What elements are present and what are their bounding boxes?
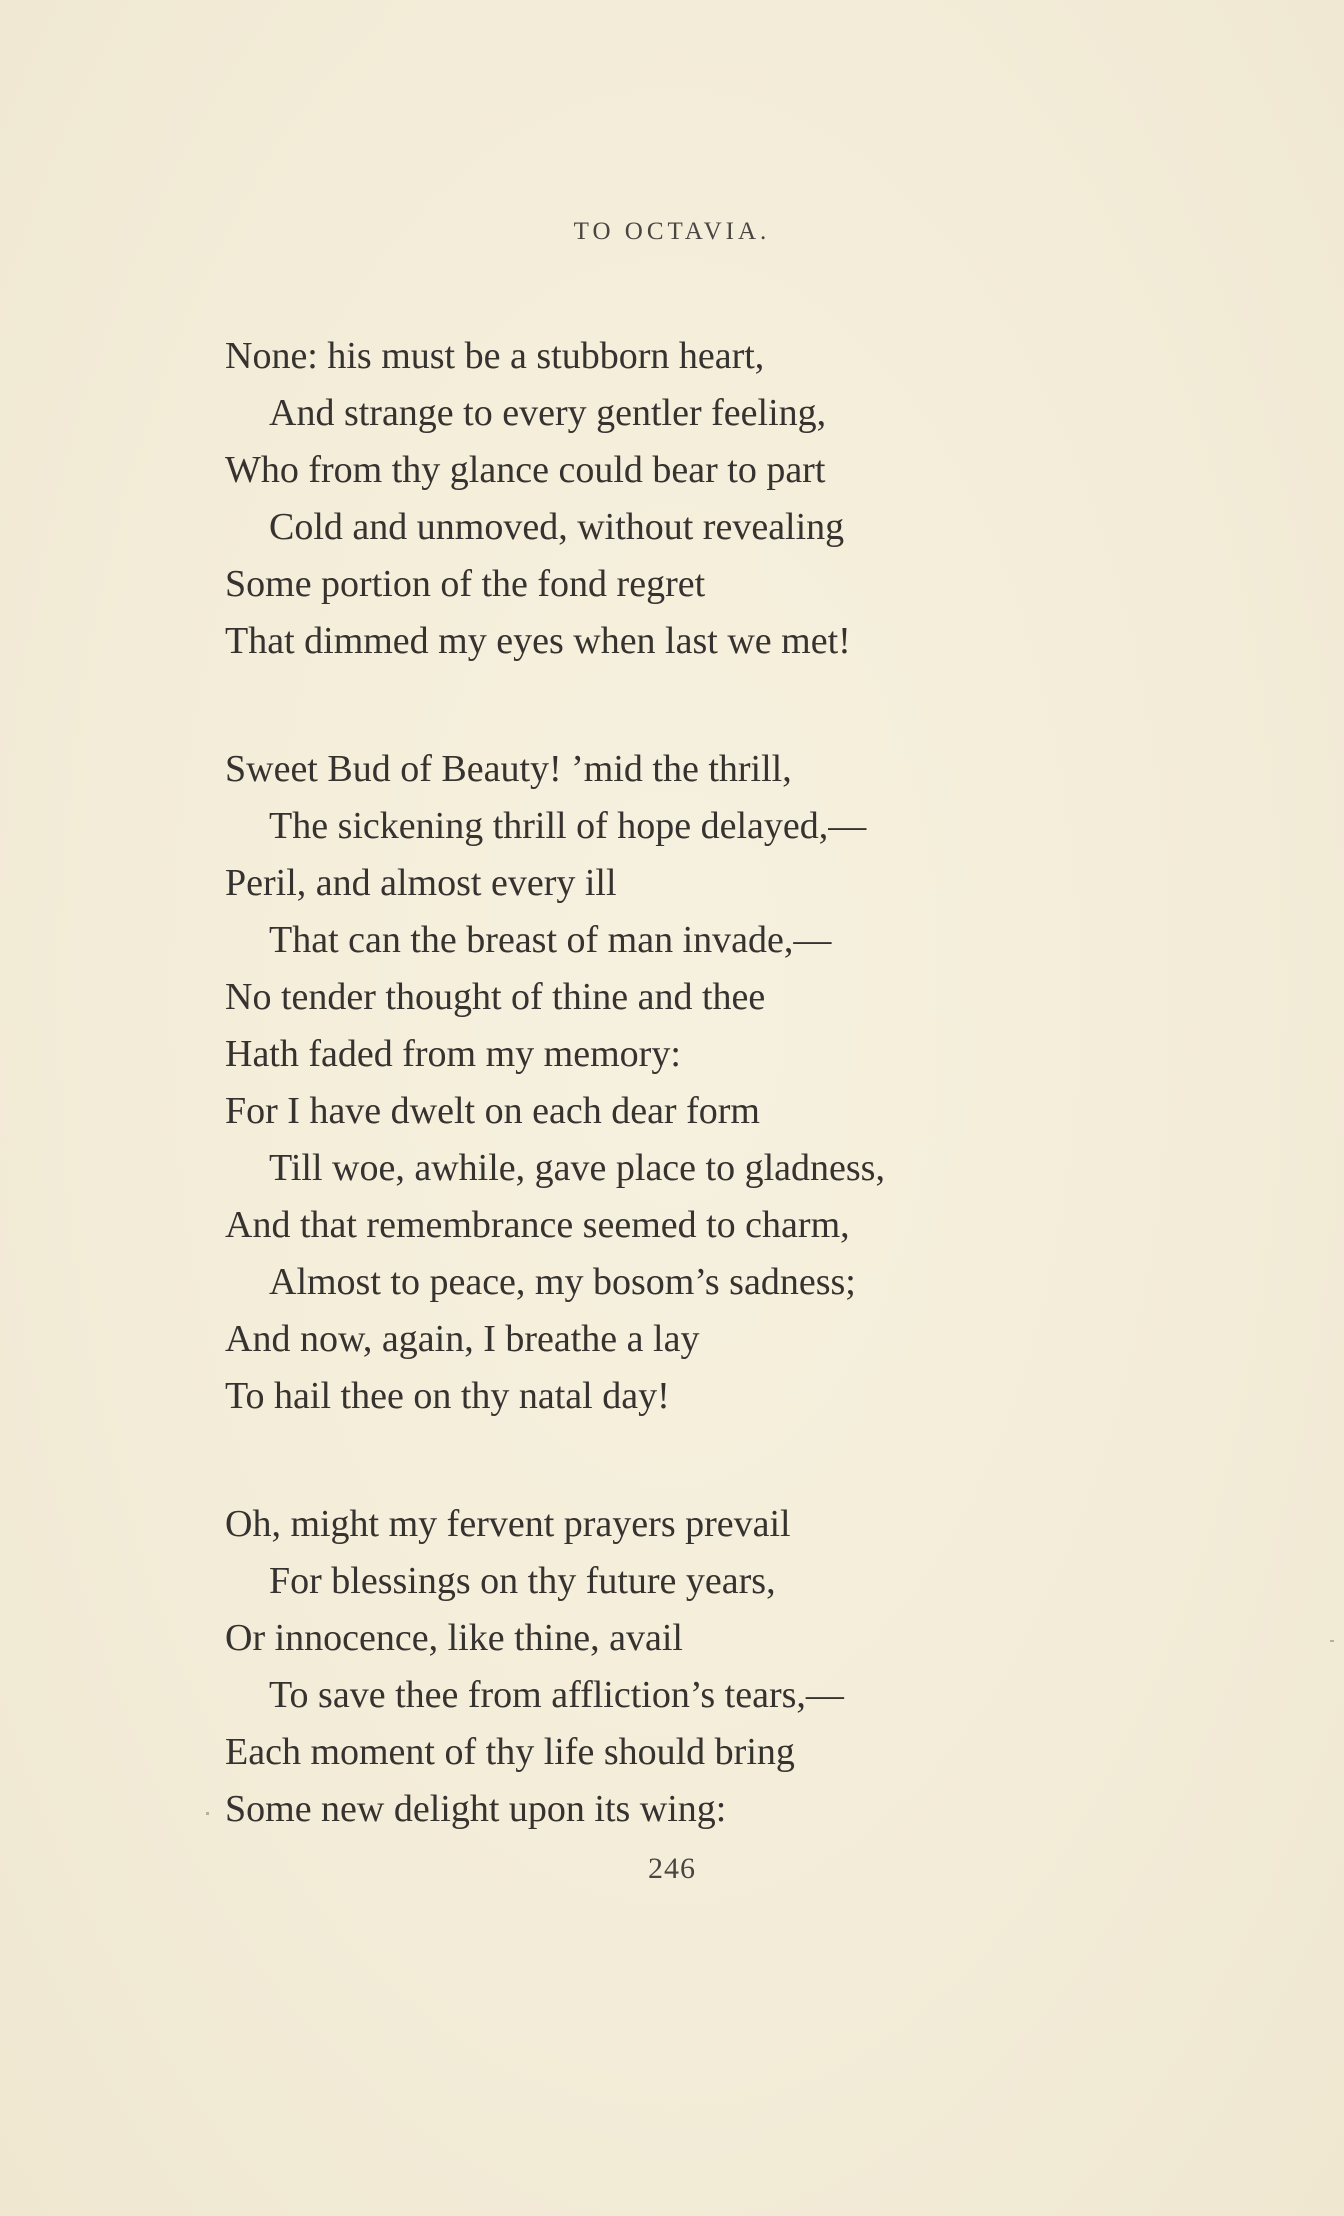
poem-line: That dimmed my eyes when last we met!	[225, 620, 851, 662]
poem-body	[225, 328, 1325, 1838]
poem-line: Till woe, awhile, gave place to gladness,	[269, 1147, 885, 1189]
poem-line: Or innocence, like thine, avail	[225, 1617, 683, 1659]
stanza-3	[225, 1496, 1325, 1838]
poem-line: And now, again, I breathe a lay	[225, 1318, 700, 1360]
running-head: TO OCTAVIA.	[573, 218, 771, 245]
stanza-2	[225, 741, 1325, 1425]
poem-line: And strange to every gentler feeling,	[269, 392, 827, 434]
poem-line: For blessings on thy future years,	[269, 1560, 776, 1602]
poem-line: And that remembrance seemed to charm,	[225, 1204, 850, 1246]
poem-line: Some new delight upon its wing:	[225, 1788, 727, 1830]
page-number: 246	[648, 1852, 696, 1885]
poem-line: Some portion of the fond regret	[225, 563, 706, 605]
poem-line: To hail thee on thy natal day!	[225, 1375, 670, 1417]
poem-line: Sweet Bud of Beauty! ’mid the thrill,	[225, 748, 792, 790]
stanza-divider	[225, 670, 1325, 741]
stanza-1	[225, 328, 1325, 670]
poem-line: Who from thy glance could bear to part	[225, 449, 826, 491]
paper-speck	[1330, 1640, 1334, 1642]
poem-line: No tender thought of thine and thee	[225, 976, 766, 1018]
poem-line: Cold and unmoved, without revealing	[269, 506, 845, 548]
poem-line: Almost to peace, my bosom’s sadness;	[269, 1261, 856, 1303]
paper-speck	[206, 1812, 209, 1815]
poem-line: The sickening thrill of hope delayed,—	[269, 805, 867, 847]
poem-line: That can the breast of man invade,—	[269, 919, 832, 961]
poem-line: Each moment of thy life should bring	[225, 1731, 795, 1773]
poem-line: For I have dwelt on each dear form	[225, 1090, 760, 1132]
poem-line: Peril, and almost every ill	[225, 862, 617, 904]
poem-line: None: his must be a stubborn heart,	[225, 335, 765, 377]
poem-line: Oh, might my fervent prayers prevail	[225, 1503, 791, 1545]
stanza-divider	[225, 1425, 1325, 1496]
poem-line: To save thee from affliction’s tears,—	[269, 1674, 844, 1716]
poem-line: Hath faded from my memory:	[225, 1033, 681, 1075]
